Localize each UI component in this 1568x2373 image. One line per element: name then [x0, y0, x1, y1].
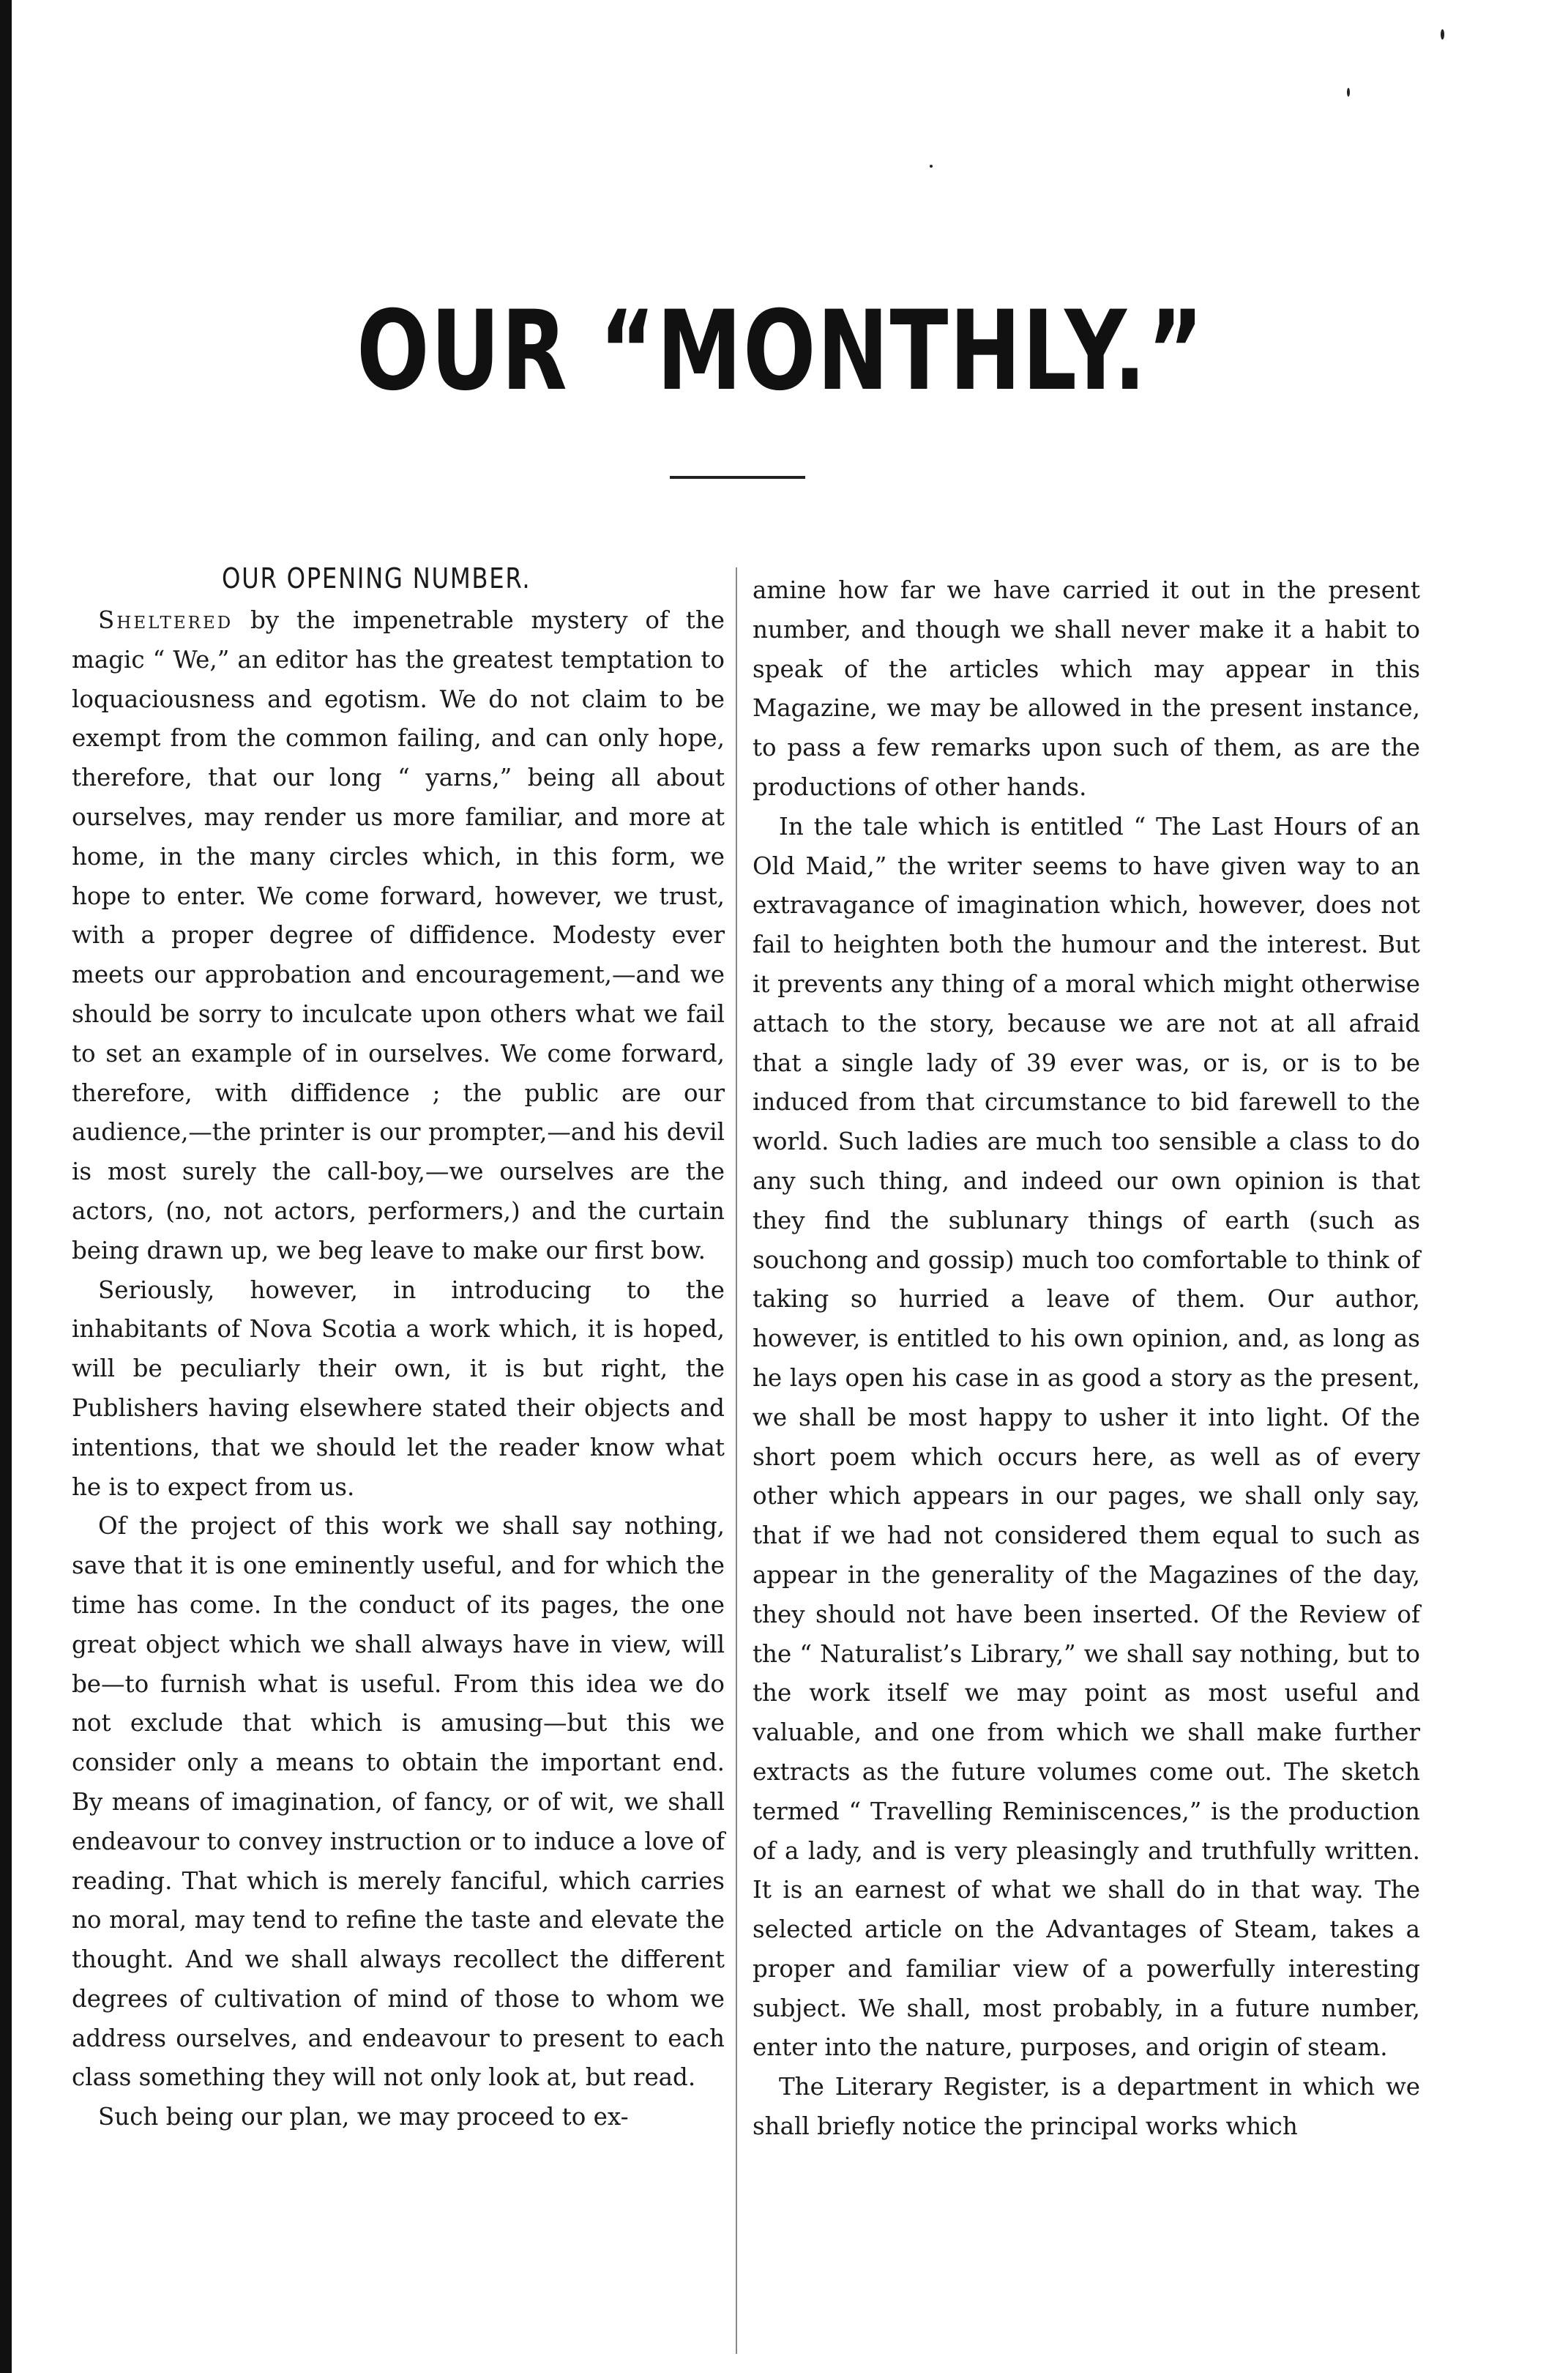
- paragraph-opening: [72, 601, 725, 1271]
- paragraph-seriously: Seriously, however, in introducing to the inhabitants of Nova Scotia a work which, it is hoped, will be peculiarly their own, it is but right, the Publishers having elsewhere stated their objects and intentions, that we should let the reader know what he is to expect from us.: [72, 1275, 725, 1501]
- scan-edge: [0, 0, 12, 2373]
- paragraph-tale: In the tale which is entitled “ The Last Hours of an Old Maid,” the writer seems to have given way to an extravagance of imagination which, however, does not fail to heighten both the humour and the interest. But it prevents any thing of a moral which might otherwise attach to the story, because we are not at all afraid that a single lady of 39 ever was, or is, or is to be induced from that circumstance to bid farewell to the world. Such ladies are much too sensible a class to do any such thing, and indeed our own opinion is that they find the sublunary things of earth (such as souchong and gossip) much too comfortable to think of taking so hurried a leave of them. Our author, however, is entitled to his own opinion, and, as long as he lays open his case in as good a story as the present, we shall be most happy to usher it into light. Of the short poem which occurs here, as well as of every other which appears in our pages, we shall only say, that if we had not considered them equal to such as appear in the generality of the Magazines of the day, they should not have been inserted. Of the Review of the “ Naturalist’s Library,” we shall say nothing, but to the work itself we may point as most useful and valuable, and one from which we shall make further extracts as the future volumes come out. The sketch termed “ Travelling Reminiscences,” is the production of a lady, and is very pleasingly and truthfully written. It is an earnest of what we shall do in that way. The selected article on the Advantages of Steam, takes a proper and familiar view of a powerfully interesting subject. We shall, most probably, in a future number, enter into the nature, purposes, and origin of steam.: [753, 812, 1420, 2062]
- title-rule: [670, 476, 805, 479]
- column-divider: [736, 567, 737, 2354]
- paragraph-continued: amine how far we have carried it out in the present number, and though we shall never make it a habit to speak of the articles which may appear in this Magazine, we may be allowed in the present instance, to pass a few remarks upon such of them, as are the productions of other hands.: [753, 576, 1420, 801]
- scan-speck: [1347, 88, 1350, 97]
- lead-word: Sheltered: [98, 606, 234, 634]
- masthead-title: OUR “MONTHLY.”: [356, 288, 1205, 415]
- scan-speck: [930, 165, 933, 168]
- paragraph-project: Of the project of this work we shall say nothing, save that it is one eminently useful, and for which the time has come. In the conduct of its pages, the one great object which we shall always have in view, will be—to furnish what is useful. From this idea we do not exclude that which is amusing—but this we consider only a means to obtain the important end. By means of imagination, of fancy, or of wit, we shall endeavour to convey instruction or to induce a love of reading. That which is merely fanciful, which carries no moral, may tend to refine the taste and elevate the thought. And we shall always recollect the different degrees of cultivation of mind of those to whom we address ourselves, and endeavour to present to each class something they will not only look at, but read.: [72, 1512, 725, 2092]
- section-heading: OUR OPENING NUMBER.: [222, 562, 531, 595]
- left-column: [72, 560, 725, 2137]
- paragraph-text: by the impenetrable mystery of the magic “ We,” an editor has the greatest temptation to loquaciousness and egotism. We do not claim to be exempt from the common failing, and can only hope, therefore, that our long “ yarns,” being all about ourselves, may render us more familiar, and more at home, in the many circles which, in this form, we hope to enter. We come forward, however, we trust, with a proper degree of diffidence. Modesty ever meets our approbation and encouragement,—and we should be sorry to inculcate upon others what we fail to set an example of in ourselves. We come forward, therefore, with diffidence ; the public are our audience,—the printer is our prompter,—and his devil is most surely the call-boy,—we ourselves are the actors, (no, not actors, performers,) and the curtain being drawn up, we beg leave to make our first bow.: [72, 606, 725, 1264]
- scan-speck: [1441, 29, 1444, 40]
- right-column: [753, 571, 1420, 2147]
- paragraph-literary-register: The Literary Register, is a department in which we shall briefly notice the principal works which: [753, 2073, 1420, 2141]
- paragraph-plan: Such being our plan, we may proceed to ex-: [98, 2103, 629, 2131]
